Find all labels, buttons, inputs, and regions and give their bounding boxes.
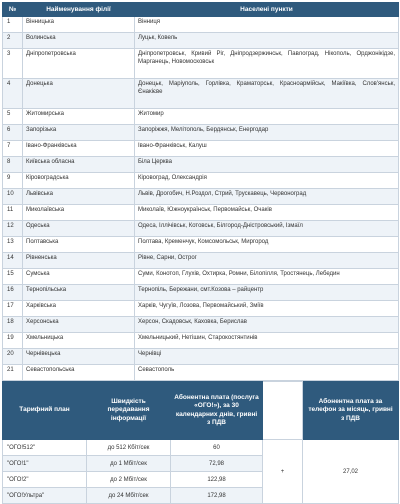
branch-name: Харківська <box>23 301 135 317</box>
header-blank <box>263 382 303 440</box>
branch-places: Суми, Конотоп, Глухів, Охтирка, Ромни, Білопілля, Тростянець, Лебедин <box>135 269 399 285</box>
branch-row <box>3 317 399 333</box>
branch-row <box>3 237 399 253</box>
branch-number: 9 <box>3 173 23 189</box>
branch-number: 10 <box>3 189 23 205</box>
branch-number: 5 <box>3 109 23 125</box>
phone-fee: 27,02 <box>303 440 399 504</box>
branch-places: Львів, Дрогобич, Н.Роздол, Стрий, Трускавець, Червоноград <box>135 189 399 205</box>
branch-places: Луцьк, Ковель <box>135 33 399 49</box>
branch-places: Вінниця <box>135 17 399 33</box>
tariff-plan-name: "ОГО!Ультра" <box>3 488 87 504</box>
branch-places: Чернівці <box>135 349 399 365</box>
branch-places: Полтава, Кременчук, Комсомольськ, Миргород <box>135 237 399 253</box>
branch-name: Вінницька <box>23 17 135 33</box>
branch-row <box>3 269 399 285</box>
branch-number: 2 <box>3 33 23 49</box>
tariff-row <box>3 440 399 456</box>
tariff-fee: 172,98 <box>171 488 263 504</box>
header-phone: Абонентна плата за телефон за місяць, гривні з ПДВ <box>303 382 399 440</box>
tariff-speed: до 2 Мбіт/сек <box>87 472 171 488</box>
branch-number: 14 <box>3 253 23 269</box>
branch-row <box>3 173 399 189</box>
branch-places: Житомир <box>135 109 399 125</box>
branch-number: 3 <box>3 49 23 79</box>
tariff-fee: 60 <box>171 440 263 456</box>
header-fee: Абонентна плата (послуга «ОГО!»), за 30 календарних днів, гривні з ПДВ <box>171 382 263 440</box>
branch-number: 8 <box>3 157 23 173</box>
branch-number: 11 <box>3 205 23 221</box>
branch-name: Одеська <box>23 221 135 237</box>
branch-row <box>3 17 399 33</box>
branch-row <box>3 109 399 125</box>
branch-places: Миколаїв, Южноукраїнськ, Первомайськ, Очаків <box>135 205 399 221</box>
branch-row <box>3 221 399 237</box>
header-branch: Найменування філії <box>23 3 135 17</box>
branch-name: Житомирська <box>23 109 135 125</box>
branch-name: Запорізька <box>23 125 135 141</box>
branch-row <box>3 49 399 79</box>
branch-row <box>3 205 399 221</box>
branch-name: Волинська <box>23 33 135 49</box>
branch-places: Севастополь <box>135 365 399 381</box>
page-content <box>2 2 398 504</box>
branch-row <box>3 349 399 365</box>
branch-name: Хмельницька <box>23 333 135 349</box>
branch-name: Кіровоградська <box>23 173 135 189</box>
branch-row <box>3 253 399 269</box>
branch-places: Кіровоград, Олександрія <box>135 173 399 189</box>
branch-places: Херсон, Скадовськ, Каховка, Берислав <box>135 317 399 333</box>
branch-number: 17 <box>3 301 23 317</box>
branch-name: Херсонська <box>23 317 135 333</box>
branch-name: Донецька <box>23 79 135 109</box>
branch-row <box>3 33 399 49</box>
branch-number: 7 <box>3 141 23 157</box>
branch-places: Біла Церква <box>135 157 399 173</box>
tariff-table <box>2 381 399 504</box>
plus-sign: + <box>263 440 303 504</box>
branch-name: Тернопільська <box>23 285 135 301</box>
branch-places: Івано-Франківськ, Калуш <box>135 141 399 157</box>
branch-places: Запоріжжя, Мелітополь, Бердянськ, Енергодар <box>135 125 399 141</box>
branch-number: 20 <box>3 349 23 365</box>
branch-number: 6 <box>3 125 23 141</box>
header-plan: Тарифний план <box>3 382 87 440</box>
tariff-plan-name: "ОГО!512" <box>3 440 87 456</box>
branches-header-row <box>3 3 399 17</box>
branches-table <box>2 2 399 381</box>
header-num: № <box>3 3 23 17</box>
tariff-header-row <box>3 382 399 440</box>
branch-number: 21 <box>3 365 23 381</box>
tariff-plan-name: "ОГО!2" <box>3 472 87 488</box>
branch-places: Хмельницький, Нетішин, Старокостянтинів <box>135 333 399 349</box>
branch-number: 15 <box>3 269 23 285</box>
branch-row <box>3 141 399 157</box>
tariff-speed: до 24 Мбіт/сек <box>87 488 171 504</box>
branch-number: 18 <box>3 317 23 333</box>
branch-row <box>3 365 399 381</box>
branch-name: Чернівецька <box>23 349 135 365</box>
tariff-speed: до 1 Мбіт/сек <box>87 456 171 472</box>
branch-row <box>3 285 399 301</box>
branch-places: Донецьк, Маріуполь, Горлівка, Краматорськ, Красноармійськ, Макіївка, Слов'янськ, Єнакієве <box>135 79 399 109</box>
branch-places: Одеса, Іллічівськ, Котовськ, Білгород-Дністровський, Ізмаїл <box>135 221 399 237</box>
branch-number: 12 <box>3 221 23 237</box>
branch-row <box>3 189 399 205</box>
branch-number: 4 <box>3 79 23 109</box>
branch-name: Івано-Франківська <box>23 141 135 157</box>
tariff-fee: 122,98 <box>171 472 263 488</box>
branch-places: Тернопіль, Бережани, смт.Козова – райцентр <box>135 285 399 301</box>
tariff-speed: до 512 Кбіт/сек <box>87 440 171 456</box>
branch-places: Дніпропетровськ, Кривий Ріг, Дніпродзержинськ, Павлоград, Нікополь, Орджонікідзе, Марганець, Новомосковськ <box>135 49 399 79</box>
branch-name: Дніпропетровська <box>23 49 135 79</box>
branch-number: 13 <box>3 237 23 253</box>
branch-places: Рівне, Сарни, Острог <box>135 253 399 269</box>
header-places: Населені пункти <box>135 3 399 17</box>
branch-row <box>3 79 399 109</box>
branch-name: Сумська <box>23 269 135 285</box>
branch-number: 19 <box>3 333 23 349</box>
tariff-plan-name: "ОГО!1" <box>3 456 87 472</box>
branch-name: Полтавська <box>23 237 135 253</box>
branch-row <box>3 157 399 173</box>
branch-name: Рівненська <box>23 253 135 269</box>
branch-name: Львівська <box>23 189 135 205</box>
branch-name: Миколаївська <box>23 205 135 221</box>
branch-name: Київська обласна <box>23 157 135 173</box>
branch-row <box>3 333 399 349</box>
branch-row <box>3 125 399 141</box>
branch-row <box>3 301 399 317</box>
branch-places: Харків, Чугуїв, Лозова, Первомайський, Зміїв <box>135 301 399 317</box>
branch-number: 16 <box>3 285 23 301</box>
branch-name: Севастопольська <box>23 365 135 381</box>
tariff-fee: 72,98 <box>171 456 263 472</box>
branch-number: 1 <box>3 17 23 33</box>
header-speed: Швидкість передавання інформації <box>87 382 171 440</box>
